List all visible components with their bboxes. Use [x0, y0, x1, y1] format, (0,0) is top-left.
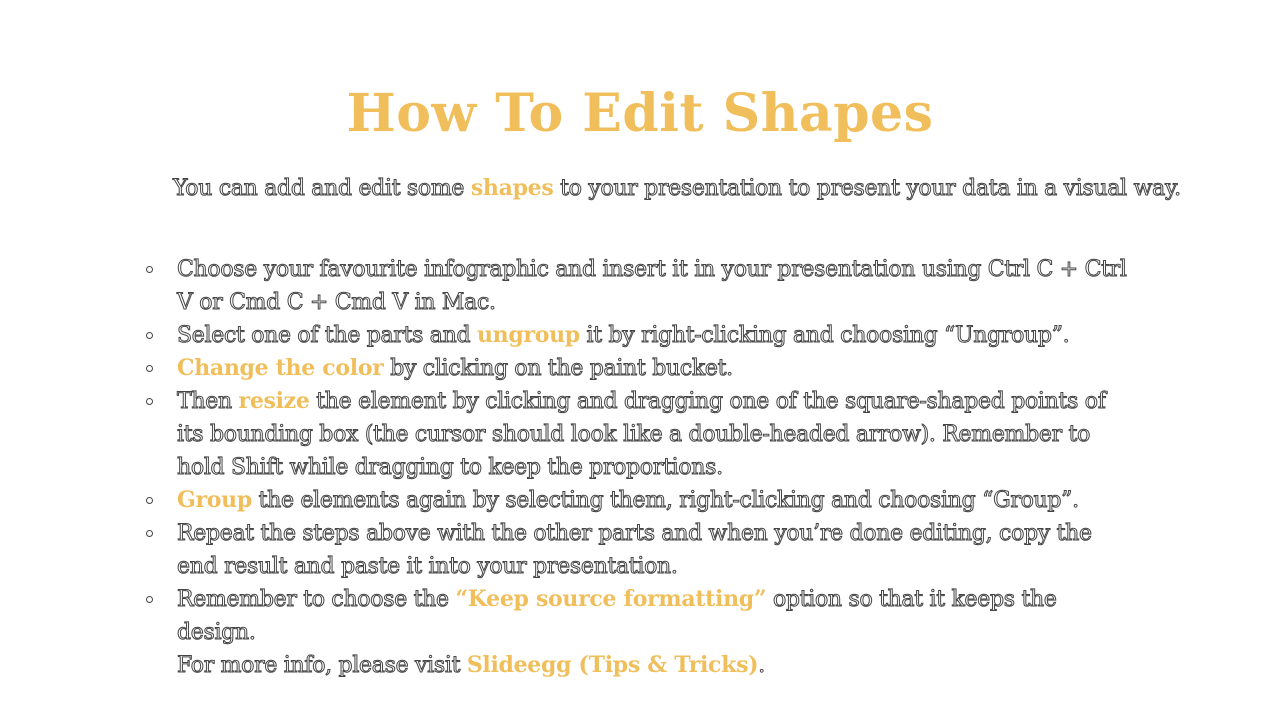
step-text-end: by clicking on the paint bucket.	[383, 356, 733, 381]
more-info-link[interactable]: Slideegg (Tips & Tricks)	[466, 652, 759, 678]
step-text: Select one of the parts and	[177, 323, 477, 348]
step-text: Choose your favourite infographic and insert it in your presentation using Ctrl C + Ctrl V or Cmd C + Cmd V in Mac.	[177, 257, 1127, 315]
intro-paragraph	[173, 172, 1273, 205]
intro-highlight: shapes	[470, 175, 554, 201]
bullet-icon	[146, 530, 153, 537]
bullet-icon	[146, 497, 153, 504]
list-item	[138, 385, 1128, 484]
step-text-end: the element by clicking and dragging one of the square-shaped points of its bounding box (the cursor should look like a double-headed arrow). Remember to hold Shift while dragging to keep the proportions.	[177, 389, 1106, 480]
step-highlight: “Keep source formatting”	[455, 586, 767, 612]
step-highlight: Group	[177, 487, 252, 513]
bullet-icon	[146, 365, 153, 372]
list-item	[138, 517, 1128, 583]
step-text: Repeat the steps above with the other parts and when you’re done editing, copy the end result and paste it into your presentation.	[177, 521, 1092, 579]
list-item	[138, 352, 1128, 385]
bullet-icon	[146, 596, 153, 603]
step-text-end: the elements again by selecting them, right-clicking and choosing “Group”.	[251, 488, 1079, 513]
more-info-line	[177, 649, 1128, 682]
intro-text-end: to your presentation to present your data in a visual way.	[553, 176, 1181, 201]
list-item	[138, 484, 1128, 517]
list-item	[138, 583, 1128, 682]
slide-title: How To Edit Shapes	[346, 83, 934, 144]
step-highlight: ungroup	[476, 322, 580, 348]
more-info-text: For more info, please visit	[177, 653, 467, 678]
step-highlight: resize	[238, 388, 310, 414]
step-text: Remember to choose the	[177, 587, 456, 612]
bullet-icon	[146, 332, 153, 339]
step-text: Then	[177, 389, 239, 414]
list-item	[138, 253, 1128, 319]
step-text-end: option so that it keeps the design.	[177, 587, 1057, 645]
intro-text: You can add and edit some	[173, 176, 471, 201]
bullet-icon	[146, 266, 153, 273]
step-highlight: Change the color	[177, 355, 384, 381]
more-info-end: .	[758, 653, 765, 678]
bullet-icon	[146, 398, 153, 405]
step-text-end: it by right-clicking and choosing “Ungroup”.	[579, 323, 1070, 348]
list-item	[138, 319, 1128, 352]
steps-list	[138, 253, 1128, 682]
